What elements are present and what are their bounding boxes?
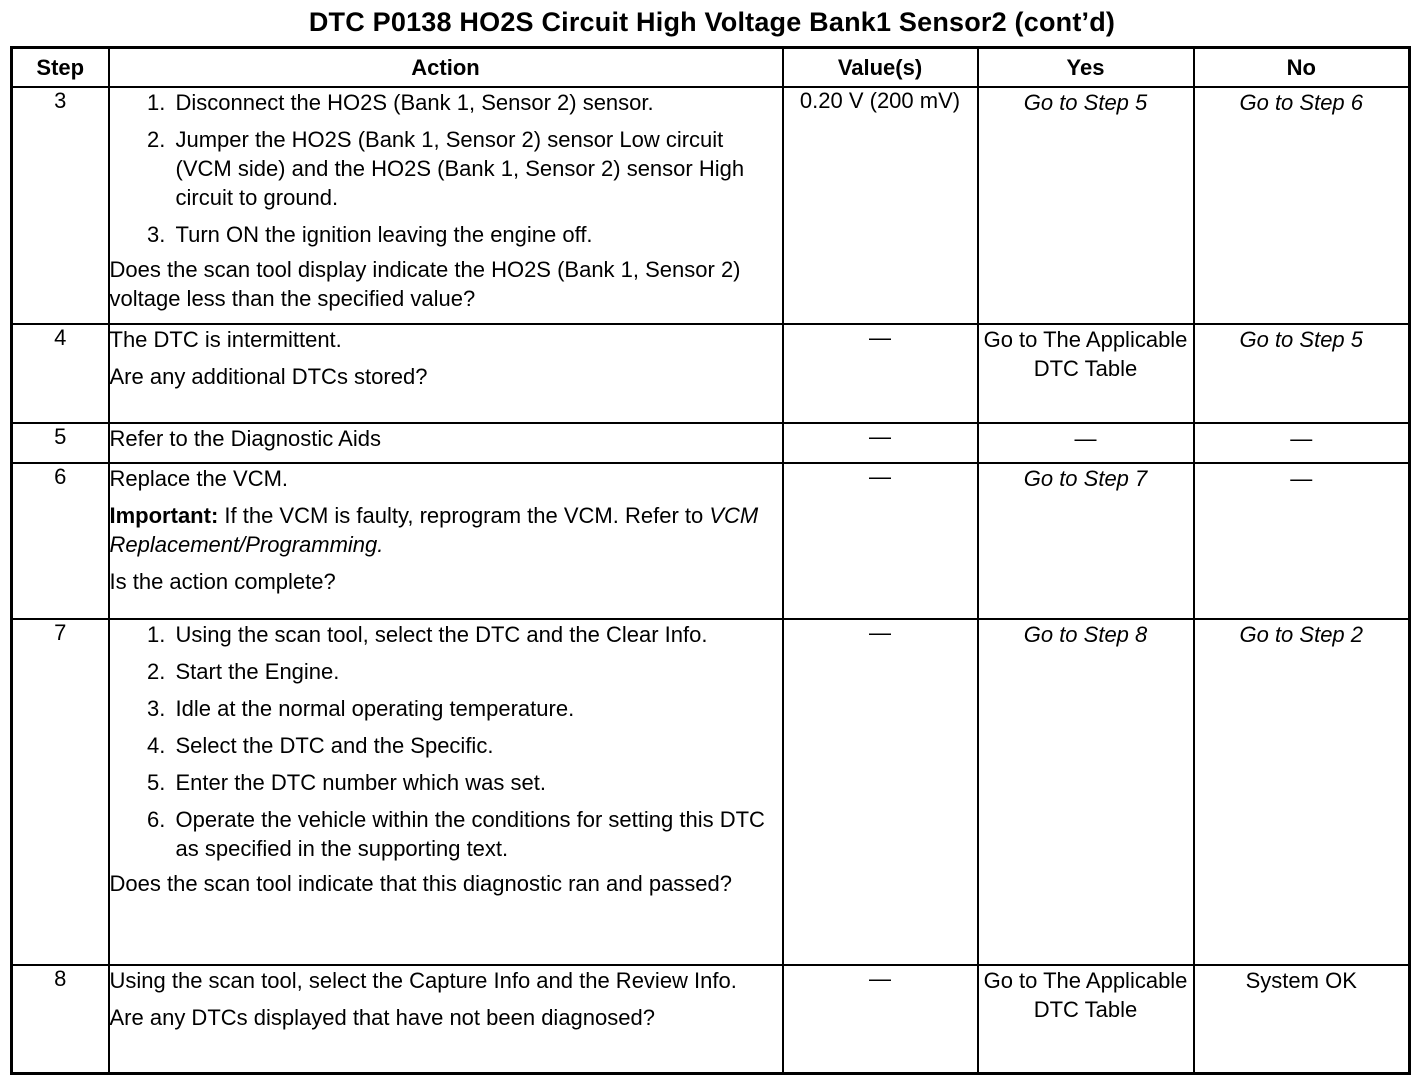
- reference-link: VCM Replacement/Programming.: [109, 503, 759, 557]
- value-cell: 0.20 V (200 mV): [783, 87, 978, 324]
- step-number: 3: [12, 87, 109, 324]
- no-cell: —: [1194, 463, 1410, 619]
- action-text: Using the scan tool, select the Capture Info and the Review Info.: [109, 968, 737, 993]
- list-item: 2. Start the Engine.: [172, 657, 782, 686]
- list-item: 3. Idle at the normal operating temperature.: [172, 694, 782, 723]
- diagnostic-table: [10, 46, 1411, 1075]
- step-number: 8: [12, 965, 109, 1073]
- action-list: [110, 620, 782, 863]
- table-row-step-7: [12, 619, 1410, 965]
- important-text: If the VCM is faulty, reprogram the VCM. Refer to: [218, 503, 710, 528]
- action-question: Does the scan tool display indicate the HO2S (Bank 1, Sensor 2) voltage less than the specified value?: [109, 257, 741, 311]
- important-note: [110, 501, 782, 559]
- yes-cell: —: [978, 423, 1194, 463]
- table-row-step-4: [12, 324, 1410, 423]
- action-list: [110, 88, 782, 249]
- value-cell: —: [783, 423, 978, 463]
- table-row-step-8: [12, 965, 1410, 1073]
- action-question: Is the action complete?: [109, 569, 336, 594]
- header-values: Value(s): [783, 48, 978, 88]
- action-question: Are any DTCs displayed that have not been diagnosed?: [109, 1005, 655, 1030]
- step-number: 4: [12, 324, 109, 423]
- step-number: 7: [12, 619, 109, 965]
- header-no: No: [1194, 48, 1410, 88]
- action-cell: [109, 965, 783, 1073]
- yes-cell: Go to Step 7: [978, 463, 1194, 619]
- list-item: 2. Jumper the HO2S (Bank 1, Sensor 2) sensor Low circuit (VCM side) and the HO2S (Bank 1, Sensor 2) sensor High circuit to ground.: [172, 125, 782, 212]
- value-cell: —: [783, 619, 978, 965]
- yes-cell: Go to Step 5: [978, 87, 1194, 324]
- value-cell: —: [783, 965, 978, 1073]
- yes-cell: Go to The Applicable DTC Table: [978, 324, 1194, 423]
- step-number: 6: [12, 463, 109, 619]
- page-title: DTC P0138 HO2S Circuit High Voltage Bank1 Sensor2 (cont’d): [308, 7, 1116, 37]
- step-number: 5: [12, 423, 109, 463]
- header-yes: Yes: [978, 48, 1194, 88]
- action-question: Does the scan tool indicate that this diagnostic ran and passed?: [109, 871, 733, 896]
- no-cell: System OK: [1194, 965, 1410, 1073]
- action-text: The DTC is intermittent.: [109, 327, 342, 352]
- action-cell: [109, 619, 783, 965]
- yes-cell: Go to The Applicable DTC Table: [978, 965, 1194, 1073]
- no-cell: Go to Step 5: [1194, 324, 1410, 423]
- list-item: 4. Select the DTC and the Specific.: [172, 731, 782, 760]
- header-step: Step: [12, 48, 109, 88]
- action-cell: [109, 324, 783, 423]
- yes-cell: Go to Step 8: [978, 619, 1194, 965]
- header-action: Action: [109, 48, 783, 88]
- list-item: 1. Using the scan tool, select the DTC and the Clear Info.: [172, 620, 782, 649]
- important-label: Important:: [109, 503, 219, 528]
- table-row-step-6: [12, 463, 1410, 619]
- table-row-step-5: [12, 423, 1410, 463]
- header-row: [12, 48, 1410, 88]
- list-item: 5. Enter the DTC number which was set.: [172, 768, 782, 797]
- no-cell: —: [1194, 423, 1410, 463]
- action-text: Replace the VCM.: [109, 466, 289, 491]
- list-item: 3. Turn ON the ignition leaving the engine off.: [172, 220, 782, 249]
- list-item: 6. Operate the vehicle within the conditions for setting this DTC as specified in the supporting text.: [172, 805, 782, 863]
- action-cell: [109, 423, 783, 463]
- no-cell: Go to Step 2: [1194, 619, 1410, 965]
- value-cell: —: [783, 324, 978, 423]
- no-cell: Go to Step 6: [1194, 87, 1410, 324]
- action-text: Refer to the Diagnostic Aids: [109, 426, 381, 451]
- action-question: Are any additional DTCs stored?: [109, 364, 428, 389]
- action-cell: [109, 87, 783, 324]
- value-cell: —: [783, 463, 978, 619]
- list-item: 1. Disconnect the HO2S (Bank 1, Sensor 2) sensor.: [172, 88, 782, 117]
- action-cell: [109, 463, 783, 619]
- table-row-step-3: [12, 87, 1410, 324]
